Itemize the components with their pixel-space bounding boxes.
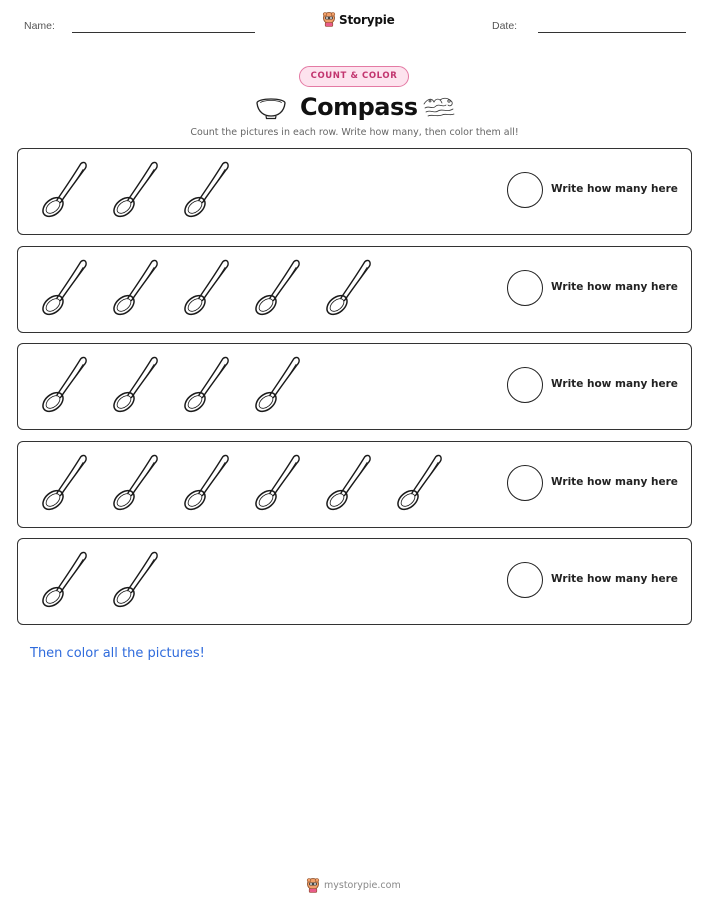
answer-circle[interactable]: [507, 367, 543, 403]
answer-hint: Write how many here: [551, 573, 678, 585]
spoon-icon[interactable]: [30, 450, 101, 514]
footer-brand: [306, 878, 401, 893]
spoon-icon[interactable]: [30, 547, 101, 611]
activity-badge: COUNT & COLOR: [299, 66, 409, 87]
spoon-icon[interactable]: [314, 255, 385, 319]
spoon-icon[interactable]: [30, 255, 101, 319]
spoon-icon[interactable]: [243, 255, 314, 319]
footer-url: mystorypie.com: [324, 880, 401, 891]
spoon-icon[interactable]: [172, 255, 243, 319]
spoon-icon[interactable]: [101, 450, 172, 514]
date-label: Date:: [492, 20, 518, 32]
spoon-icon[interactable]: [101, 255, 172, 319]
title-row: [0, 92, 709, 124]
footer-note: Then color all the pictures!: [30, 646, 205, 661]
answer-hint: Write how many here: [551, 183, 678, 195]
spoon-icon[interactable]: [30, 157, 101, 221]
spoon-icon[interactable]: [101, 352, 172, 416]
spoon-icon[interactable]: [172, 157, 243, 221]
row-pictures: [30, 255, 385, 319]
answer-hint: Write how many here: [551, 378, 678, 390]
row-pictures: [30, 547, 172, 611]
row-pictures: [30, 352, 314, 416]
answer-circle[interactable]: [507, 465, 543, 501]
decorative-sketch-icon: [422, 96, 456, 118]
count-row: [17, 246, 692, 333]
instructions: Count the pictures in each row. Write how many, then color them all!: [190, 127, 519, 138]
answer-circle[interactable]: [507, 172, 543, 208]
storypie-mascot-icon: [306, 878, 320, 893]
spoon-icon[interactable]: [101, 157, 172, 221]
spoon-icon[interactable]: [172, 450, 243, 514]
answer-hint: Write how many here: [551, 476, 678, 488]
row-pictures: [30, 157, 243, 221]
spoon-icon[interactable]: [314, 450, 385, 514]
name-label: Name:: [24, 20, 55, 32]
spoon-icon[interactable]: [30, 352, 101, 416]
answer-hint: Write how many here: [551, 281, 678, 293]
brand-name: Storypie: [339, 12, 395, 27]
spoon-icon[interactable]: [385, 450, 456, 514]
spoon-icon[interactable]: [172, 352, 243, 416]
answer-circle[interactable]: [507, 562, 543, 598]
count-row: [17, 538, 692, 625]
name-line[interactable]: [72, 32, 255, 33]
count-row: [17, 343, 692, 430]
storypie-mascot-icon: [322, 12, 336, 27]
page-title: Compass: [300, 93, 418, 121]
bowl-icon: [255, 94, 287, 120]
spoon-icon[interactable]: [101, 547, 172, 611]
spoon-icon[interactable]: [243, 352, 314, 416]
row-pictures: [30, 450, 456, 514]
count-row: [17, 441, 692, 528]
count-row: [17, 148, 692, 235]
brand-logo: [322, 12, 395, 27]
spoon-icon[interactable]: [243, 450, 314, 514]
date-line[interactable]: [538, 32, 686, 33]
answer-circle[interactable]: [507, 270, 543, 306]
